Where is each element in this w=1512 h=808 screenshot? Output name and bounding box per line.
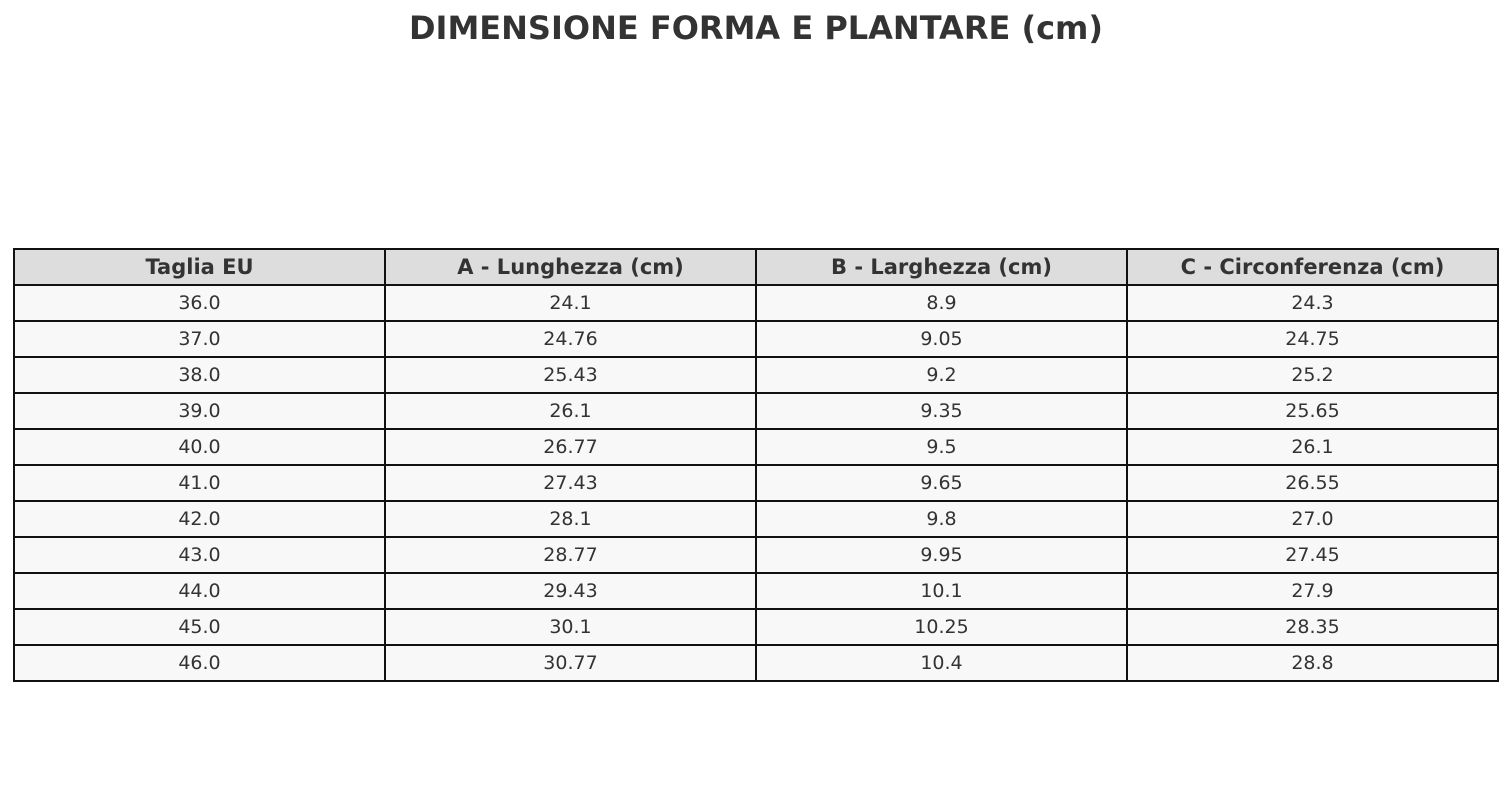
table-cell: 40.0 bbox=[14, 429, 385, 465]
table-row bbox=[14, 501, 1498, 537]
table-cell: 24.1 bbox=[385, 285, 756, 321]
table-cell: 27.0 bbox=[1127, 501, 1498, 537]
table-cell: 24.3 bbox=[1127, 285, 1498, 321]
column-header: C - Circonferenza (cm) bbox=[1127, 249, 1498, 285]
table-row bbox=[14, 393, 1498, 429]
table-cell: 28.1 bbox=[385, 501, 756, 537]
table-cell: 8.9 bbox=[756, 285, 1127, 321]
table-row bbox=[14, 321, 1498, 357]
table-cell: 38.0 bbox=[14, 357, 385, 393]
column-header: B - Larghezza (cm) bbox=[756, 249, 1127, 285]
table-row bbox=[14, 465, 1498, 501]
chart-title: DIMENSIONE FORMA E PLANTARE (cm) bbox=[408, 9, 1104, 47]
table-row bbox=[14, 573, 1498, 609]
table-cell: 26.77 bbox=[385, 429, 756, 465]
table-cell: 10.25 bbox=[756, 609, 1127, 645]
table-cell: 39.0 bbox=[14, 393, 385, 429]
table-cell: 24.75 bbox=[1127, 321, 1498, 357]
table-cell: 28.35 bbox=[1127, 609, 1498, 645]
table-cell: 10.1 bbox=[756, 573, 1127, 609]
table-cell: 42.0 bbox=[14, 501, 385, 537]
table-header bbox=[14, 249, 1498, 285]
table-row bbox=[14, 285, 1498, 321]
table-cell: 26.1 bbox=[1127, 429, 1498, 465]
table-cell: 26.1 bbox=[385, 393, 756, 429]
table-body bbox=[14, 285, 1498, 681]
table-cell: 46.0 bbox=[14, 645, 385, 681]
table-cell: 41.0 bbox=[14, 465, 385, 501]
table-cell: 44.0 bbox=[14, 573, 385, 609]
table-cell: 25.65 bbox=[1127, 393, 1498, 429]
table-cell: 28.8 bbox=[1127, 645, 1498, 681]
table-cell: 9.35 bbox=[756, 393, 1127, 429]
table-cell: 24.76 bbox=[385, 321, 756, 357]
table-cell: 9.8 bbox=[756, 501, 1127, 537]
table-cell: 10.4 bbox=[756, 645, 1127, 681]
column-header: Taglia EU bbox=[14, 249, 385, 285]
table-cell: 26.55 bbox=[1127, 465, 1498, 501]
table-cell: 36.0 bbox=[14, 285, 385, 321]
table-row bbox=[14, 609, 1498, 645]
column-header: A - Lunghezza (cm) bbox=[385, 249, 756, 285]
table-cell: 37.0 bbox=[14, 321, 385, 357]
table-cell: 25.43 bbox=[385, 357, 756, 393]
table-cell: 9.2 bbox=[756, 357, 1127, 393]
table-cell: 45.0 bbox=[14, 609, 385, 645]
size-table bbox=[13, 248, 1499, 682]
table-cell: 27.9 bbox=[1127, 573, 1498, 609]
table-cell: 27.43 bbox=[385, 465, 756, 501]
table-cell: 43.0 bbox=[14, 537, 385, 573]
table-row bbox=[14, 537, 1498, 573]
table-cell: 29.43 bbox=[385, 573, 756, 609]
table-row bbox=[14, 645, 1498, 681]
header-row bbox=[14, 249, 1498, 285]
table-cell: 25.2 bbox=[1127, 357, 1498, 393]
table-cell: 30.1 bbox=[385, 609, 756, 645]
table-row bbox=[14, 357, 1498, 393]
table-cell: 9.65 bbox=[756, 465, 1127, 501]
table-cell: 9.05 bbox=[756, 321, 1127, 357]
table-cell: 27.45 bbox=[1127, 537, 1498, 573]
table-cell: 30.77 bbox=[385, 645, 756, 681]
table-cell: 28.77 bbox=[385, 537, 756, 573]
table-row bbox=[14, 429, 1498, 465]
table-cell: 9.5 bbox=[756, 429, 1127, 465]
table-cell: 9.95 bbox=[756, 537, 1127, 573]
